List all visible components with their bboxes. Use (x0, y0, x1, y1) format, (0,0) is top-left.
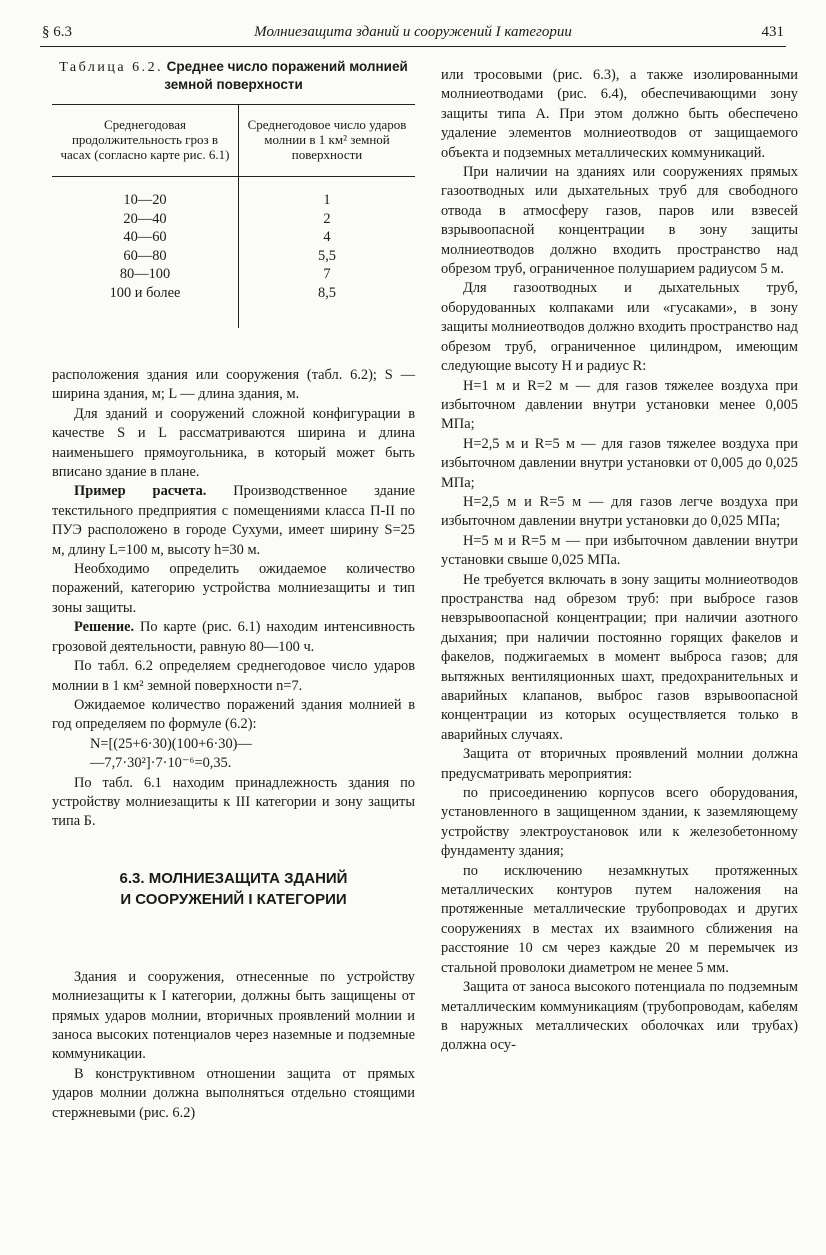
paragraph: В конструктивном отношении защита от прямых ударов молнии должна выполняться отдельно стоящими стержневыми (рис. 6.2) (52, 1065, 415, 1121)
paragraph: Защита от заноса высокого потенциала по подземным металлическим коммуникациям (трубопроводам, кабелям в наружных металлических оболочках или трубах) должна осу- (441, 979, 798, 1054)
paragraph: Защита от вторичных проявлений молнии должна предусматривать мероприятия: (441, 746, 798, 782)
paragraph: H=2,5 м и R=5 м — для газов легче воздуха при избыточном давлении внутри установки до 0,025 МПа; (441, 493, 798, 530)
page-number: 431 (761, 24, 784, 40)
example-text: Производственное здание текстильного предприятия с помещениями класса П-II по ПУЭ расположено в городе Сухуми, имеет ширину S=25 м, длину L=100 м, высоту h=30 м. (52, 483, 415, 558)
table-row (52, 210, 415, 229)
paragraph: Необходимо определить ожидаемое количество поражений, категорию устройства молниезащиты и тип зоны защиты. (52, 561, 415, 616)
paragraph: По табл. 6.1 находим принадлежность здания по устройству молниезащиты к III категории и зону защиты типа Б. (52, 774, 415, 830)
table-cell-strikes: 8,5 (318, 284, 336, 301)
section-heading (52, 868, 415, 910)
table-row (52, 284, 415, 329)
table-cell-strikes: 4 (323, 229, 331, 245)
paragraph: Для зданий и сооружений сложной конфигурации в качестве S и L рассматриваются ширина и длина наименьшего прямоугольника, в который может быть вписано здание в плане. (52, 405, 415, 481)
paragraph: При наличии на зданиях или сооружениях прямых газоотводных или дыхательных труб для свободного отвода в атмосферу газов, паров или взвесей взрывоопасной концентрации в зону защиты молниеотводов должно входить пространство над обрезом труб, ограниченное полушарием радиусом 5 м. (441, 164, 798, 278)
table-col2-header: Среднегодовое число ударов молнии в 1 км² земной поверхности (239, 105, 416, 177)
table-cell-strikes: 1 (323, 192, 331, 208)
paragraph: расположения здания или сооружения (табл. 6.2); S — ширина здания, м; L — длина здания, м. (52, 367, 415, 403)
paragraph: Здания и сооружения, отнесенные по устройству молниезащиты к I категории, должны быть защищены от прямых ударов молнии, вторичных проявлений молнии и заноса высоких потенциалов через наземные и подземные коммуникации. (52, 968, 415, 1063)
paragraph: Ожидаемое количество поражений здания молнией в год определяем по формуле (6.2): (52, 696, 415, 733)
paragraph: H=1 м и R=2 м — для газов тяжелее воздуха при избыточном давлении внутри установки менее 0,005 МПа; (441, 377, 798, 433)
table-cell-strikes: 5,5 (318, 247, 336, 264)
paragraph: Для газоотводных и дыхательных труб, оборудованных колпаками или «гусаками», в зону защиты молниеотводов должно входить пространство над обрезом труб, ограниченное цилиндром, имеющим следующие высоту H и радиус R: (441, 280, 798, 375)
running-header (40, 22, 786, 47)
table-cell-hours: 100 и более (52, 284, 239, 329)
paragraph: или тросовыми (рис. 6.3), а также изолированными молниеотводами (рис. 6.4), обеспечивающими зону защиты типа А. При этом должно быть обеспечено удаление элементов молниеотводов от защищаемого объекта и подземных металлических коммуникаций. (441, 67, 798, 161)
table-cell-hours: 10—20 (52, 177, 239, 210)
table-cell-hours: 20—40 (52, 210, 239, 229)
table-label: Таблица 6.2. (59, 60, 164, 75)
formula-line: —7,7·30²]·7·10⁻⁶=0,35. (90, 755, 232, 772)
paragraph: H=2,5 м и R=5 м — для газов тяжелее воздуха при избыточном давлении внутри установки от 0,005 до 0,025 МПа; (441, 435, 798, 491)
paragraph: по присоединению корпусов всего оборудования, установленного в защищенном здании, к заземляющему устройству электроустановок или к железобетонному фундаменту здания; (441, 785, 798, 860)
paragraph: Не требуется включать в зону защиты молниеотводов пространства над обрезом труб: при выбросе газов невзрывоопасной концентрации; при наличии азотного дыхания; при наличии постоянно горящих факелов и факелов, поджигаемых в момент выброса газов; для вытяжных вентиляционных шахт, предохранительных и аварийных клапанов, выброс газов взрывоопасной концентрации из которых осуществляется только в аварийных случаях. (441, 571, 798, 743)
table-6-2 (52, 104, 415, 328)
table-row (52, 228, 415, 247)
table-cell-hours: 40—60 (52, 228, 239, 247)
example-paragraph (52, 482, 415, 560)
table-cell-strikes: 2 (323, 210, 331, 227)
table-cell-hours: 60—80 (52, 247, 239, 266)
solution-text: По карте (рис. 6.1) находим интенсивность грозовой деятельности, равную 80—100 ч. (52, 619, 415, 655)
heading-line: И СООРУЖЕНИЙ I КАТЕГОРИИ (120, 890, 347, 908)
paragraph: по исключению незамкнутых протяженных металлических контуров путем наложения на протяженные металлические трубопроводах и других сооружениях в местах их взаимного сближения на расстояние 10 см через каждые 20 м перемычек из стальной проволоки диаметром не менее 5 мм. (441, 862, 798, 976)
table-cell-hours: 80—100 (52, 265, 239, 284)
paragraph: По табл. 6.2 определяем среднегодовое число ударов молнии в 1 км² земной поверхности n=7. (52, 658, 415, 694)
table-row (52, 265, 415, 284)
formula-line: N=[(25+6·30)(100+6·30)— (90, 735, 252, 752)
section-number: § 6.3 (42, 24, 72, 40)
table-row (52, 247, 415, 266)
example-label: Пример расчета. (74, 483, 207, 500)
table-cell-strikes: 7 (323, 266, 331, 282)
table-col1-header: Среднегодовая продолжительность гроз в часах (согласно карте рис. 6.1) (52, 105, 239, 177)
heading-line: 6.3. МОЛНИЕЗАЩИТА ЗДАНИЙ (119, 869, 348, 887)
running-title: Молниезащита зданий и сооружений I категории (254, 24, 572, 40)
paragraph: H=5 м и R=5 м — при избыточном давлении внутри установки свыше 0,025 МПа. (441, 532, 798, 569)
table-row (52, 177, 415, 210)
left-column (52, 58, 415, 1123)
table-caption (52, 58, 415, 94)
right-column (441, 66, 798, 1056)
solution-label: Решение. (74, 619, 135, 636)
solution-paragraph (52, 618, 415, 657)
table-title: Среднее число поражений молнией земной поверхности (164, 59, 408, 92)
